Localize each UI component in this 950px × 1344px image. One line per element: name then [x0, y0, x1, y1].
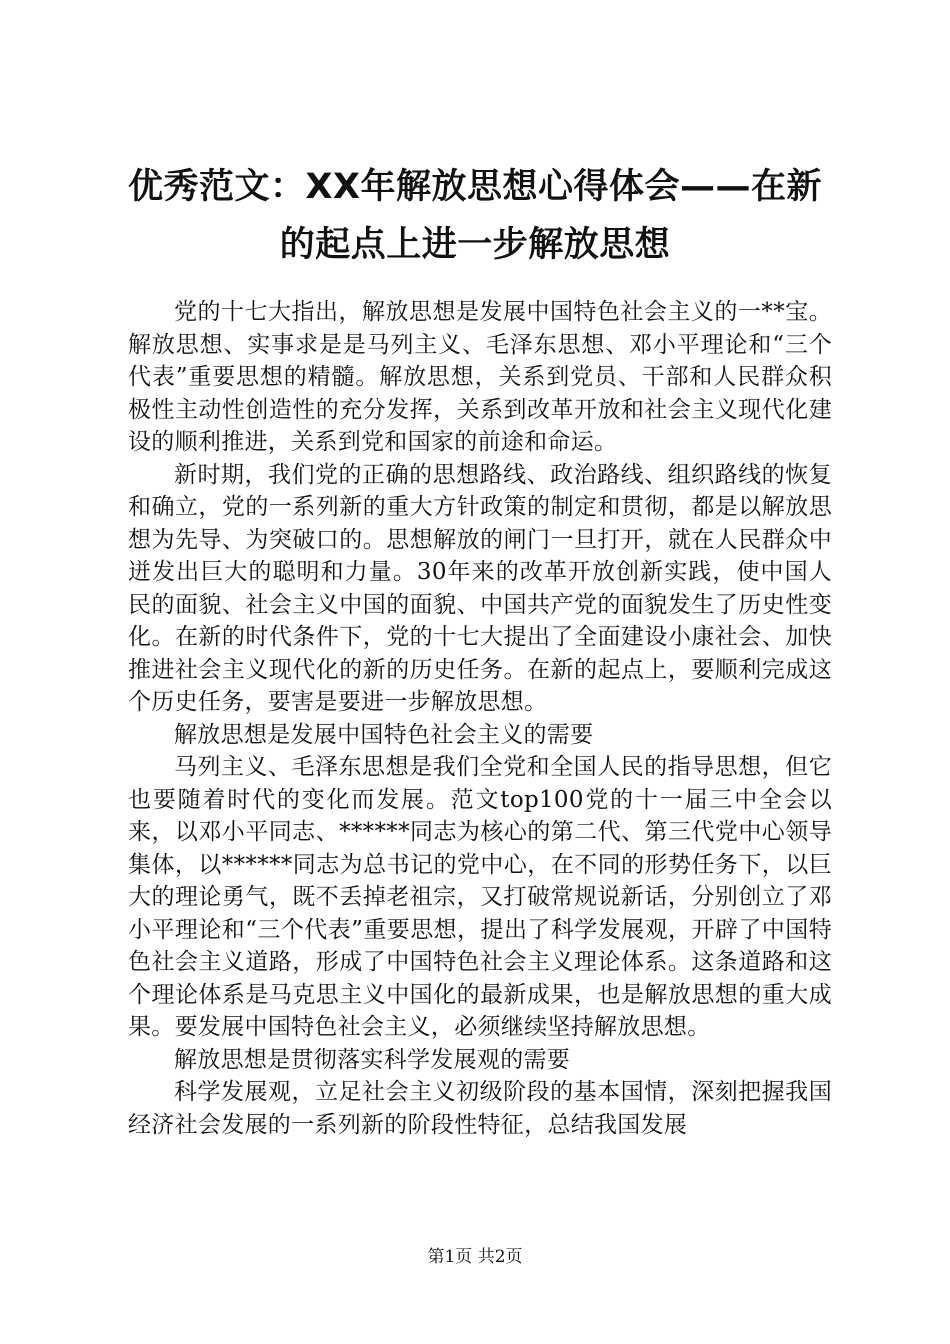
paragraph-2: 新时期，我们党的正确的思想路线、政治路线、组织路线的恢复和确立，党的一系列新的重大方针政策的制定和贯彻，都是以解放思想为先导、为突破口的。思想解放的闸门一旦打开，就在人民群众中迸发出巨大的聪明和力量。30年来的改革开放创新实践，使中国人民的面貌、社会主义中国的面貌、中国共产党的面貌发生了历史性变化。在新的时代条件下，党的十七大提出了全面建设小康社会、加快推进社会主义现代化的新的历史任务。在新的起点上，要顺利完成这个历史任务，要害是要进一步解放思想。	[128, 461, 832, 715]
document-body	[128, 296, 832, 1141]
paragraph-4: 科学发展观，立足社会主义初级阶段的基本国情，深刻把握我国经济社会发展的一系列新的阶段性特征，总结我国发展	[128, 1079, 832, 1138]
paragraph-3: 马列主义、毛泽东思想是我们全党和全国人民的指导思想，但它也要随着时代的变化而发展。范文top100党的十一届三中全会以来，以邓小平同志、******同志为核心的第二代、第三代党中心领导集体，以******同志为总书记的党中心，在不同的形势任务下，以巨大的理论勇气，既不丢掉老祖宗，又打破常规说新话，分别创立了邓小平理论和“三个代表”重要思想，提出了科学发展观，开辟了中国特色社会主义道路，形成了中国特色社会主义理论体系。这条道路和这个理论体系是马克思主义中国化的最新成果，也是解放思想的重大成果。要发展中国特色社会主义，必须继续坚持解放思想。	[128, 754, 832, 1040]
document-title: 优秀范文：XX年解放思想心得体会——在新的起点上进一步解放思想	[128, 167, 822, 265]
paragraph-1: 党的十七大指出，解放思想是发展中国特色社会主义的一**宝。解放思想、实事求是是马列主义、毛泽东思想、邓小平理论和“三个代表”重要思想的精髓。解放思想，关系到党员、干部和人民群众积极性主动性创造性的充分发挥，关系到改革开放和社会主义现代化建设的顺利推进，关系到党和国家的前途和命运。	[128, 299, 832, 455]
section-heading-2: 解放思想是贯彻落实科学发展观的需要	[174, 1046, 571, 1073]
page-footer: 第1页 共2页	[427, 1247, 523, 1267]
section-heading-1: 解放思想是发展中国特色社会主义的需要	[174, 721, 594, 748]
